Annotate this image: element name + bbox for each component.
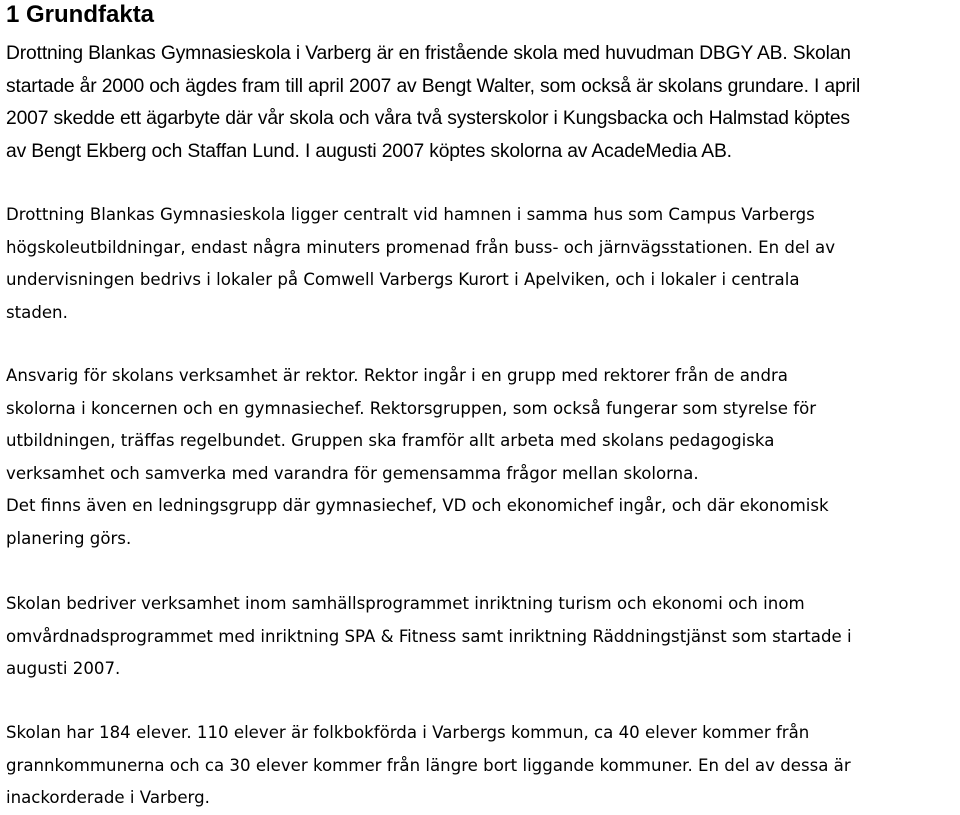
section-heading: 1 Grundfakta [6,1,155,28]
paragraph-history: Drottning Blankas Gymnasieskola i Varberg är en fristående skola med huvudman DBGY AB. Skolan startade år 2000 och ägdes fram till april 2007 av Bengt Walter, som också är skolans grundare. I april 2007 skedde ett ägarbyte där vår skola och våra två systerskolor i Kungsbacka och Halmstad köptes av Bengt Ekberg och Staffan Lund. I augusti 2007 köptes skolorna av AcadeMedia AB. [6,43,861,162]
paragraph-management: Ansvarig för skolans verksamhet är rektor. Rektor ingår i en grupp med rektorer från de andra skolorna i koncernen och en gymnasiechef. Rektorsgruppen, som också fungerar som styrelse för utbildningen, träffas regelbundet. Gruppen ska framför allt arbeta med skolans pedagogiska verksamhet och samverka med varandra för gemensamma frågor mellan skolorna. Det finns även en ledningsgrupp där gymnasiechef, VD och ekonomichef ingår, och där ekonomisk planering görs. [6,366,829,548]
paragraph-programs: Skolan bedriver verksamhet inom samhällsprogrammet inriktning turism och ekonomi och inom omvårdnadsprogrammet med inriktning SPA & Fitness samt inriktning Räddningstjänst som startade i augusti 2007. [6,594,852,678]
paragraph-students: Skolan har 184 elever. 110 elever är folkbokförda i Varbergs kommun, ca 40 elever kommer från grannkommunerna och ca 30 elever kommer från längre bort liggande kommuner. En del av dessa är inackorderade i Varberg. [6,723,851,807]
paragraph-location: Drottning Blankas Gymnasieskola ligger centralt vid hamnen i samma hus som Campus Varbergs högskoleutbildningar, endast några minuters promenad från buss- och järnvägsstationen. En del av undervisningen bedrivs i lokaler på Comwell Varbergs Kurort i Apelviken, och i lokaler i centrala staden. [6,205,836,322]
